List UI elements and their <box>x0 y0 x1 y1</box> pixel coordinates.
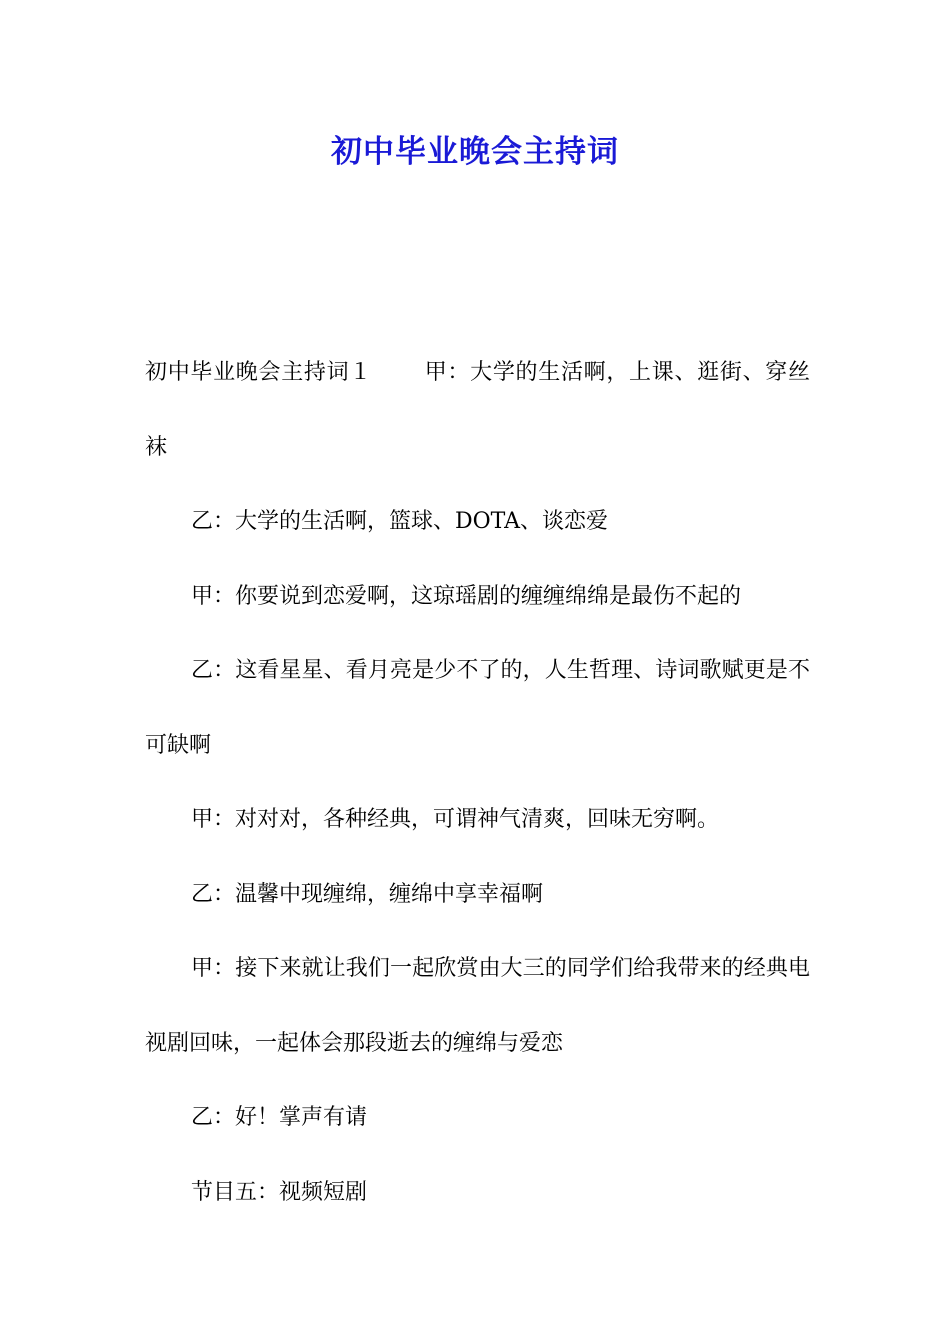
paragraph: 甲：对对对，各种经典，可谓神气清爽，回味无穷啊。 <box>191 807 720 832</box>
paragraph: 甲：你要说到恋爱啊，这琼瑶剧的缠缠绵绵是最伤不起的 <box>191 583 742 609</box>
paragraph: 节目五：视频短剧 <box>191 1179 368 1205</box>
document-body <box>145 336 810 1230</box>
paragraph: 乙：这看星星、看月亮是少不了的，人生哲理、诗词歌赋更是不可缺啊 <box>145 658 810 758</box>
section-heading: 初中毕业晚会主持词１ <box>145 360 373 385</box>
document-title: 初中毕业晚会主持词 <box>331 134 619 170</box>
paragraph-text: 甲：大学的生活啊，上课、逛街、穿丝袜 <box>145 360 810 460</box>
paragraph: 乙：好！掌声有请 <box>191 1105 368 1130</box>
paragraph: 乙：大学的生活啊，篮球、DOTA、谈恋爱 <box>191 509 609 534</box>
paragraph: 乙：温馨中现缠绵，缠绵中享幸福啊 <box>191 881 544 907</box>
paragraph: 甲：接下来就让我们一起欣赏由大三的同学们给我带来的经典电视剧回味，一起体会那段逝去的缠绵与爱恋 <box>145 956 810 1056</box>
paragraph-intro <box>145 336 810 485</box>
